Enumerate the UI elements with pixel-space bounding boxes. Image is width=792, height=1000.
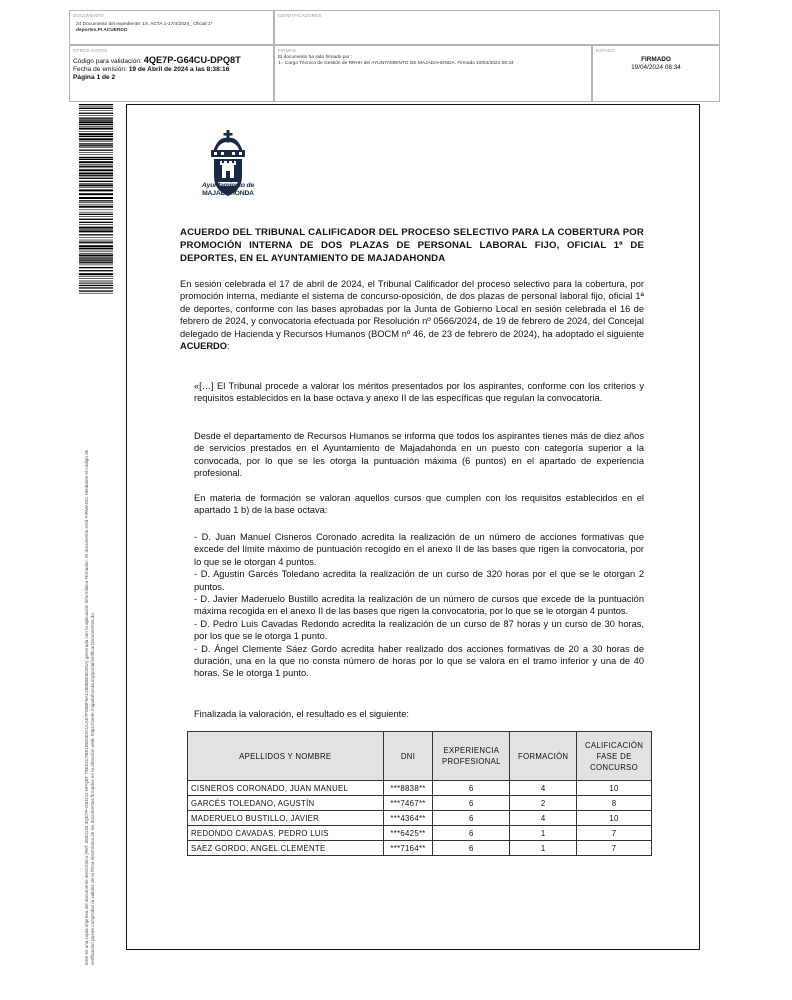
documento-label: DOCUMENTO	[73, 13, 104, 18]
documento-value	[73, 22, 270, 34]
fecha-emision-value: 19 de Abril de 2024 a las 8:38:16	[128, 66, 230, 74]
list-item: - D. Pedro Luis Cavadas Redondo acredita la realización de un curso de 87 horas y un curso de 30 horas, por los que se le otorga 1 punto.	[194, 618, 644, 642]
cell-dni: ***8838**	[383, 781, 433, 796]
side-verification-line1: Este es una copia impresa del documento electrónico (Ref: 3592133 4QE7P-G64CU-DPQ8T 79E51C7B51B0D3DA1CAE7F08BF8A1288B5E8CE5A) generada con la aplicación informática Firmadoc. El documento está FIRMADO. Mediante el código de	[84, 449, 89, 965]
identificadores-cell	[274, 10, 720, 45]
cell-formacion: 1	[510, 841, 577, 856]
estado-cell	[592, 45, 720, 102]
list-item: - D. Javier Maderuelo Bustillo acredita la realización de un número de cursos que excede de la puntuación máxima recogida en el anexo II de las bases que rigen la convocatoria, por lo que se le otorgan 4 puntos.	[194, 594, 644, 617]
intro-paragraph	[180, 278, 644, 352]
cell-formacion: 4	[510, 811, 577, 826]
paragraph-3: En materia de formación se valoran aquellos cursos que cumplen con los requisitos establecidos en el apartado 1 b) de la base octava:	[194, 493, 644, 516]
table-row	[188, 781, 652, 796]
cell-formacion: 1	[510, 826, 577, 841]
cell-dni: ***4364**	[383, 811, 433, 826]
cell-dni: ***7467**	[383, 796, 433, 811]
document-title: ACUERDO DEL TRIBUNAL CALIFICADOR DEL PROCESO SELECTIVO PARA LA COBERTURA POR PROMOCIÓN INTERNA DE DOS PLAZAS DE PERSONAL LABORAL FIJO, OFICIAL 1ª DE DEPORTES, EN EL AYUNTAMIENTO DE MAJADAHONDA	[180, 227, 644, 265]
csv-line	[73, 56, 270, 66]
logo-text-line2: MAJADAHONDA	[202, 190, 254, 197]
paragraph-1: «[…] El Tribunal procede a valorar los méritos presentados por los aspirantes, conforme con los criterios y requisitos establecidos en la base octava y anexo II de las específicas que regulan la convocatoria.	[194, 381, 644, 404]
list-item: - D. Juan Manuel Cisneros Coronado acredita la realización de un número de acciones formativas que excede del límite máximo de puntuación recogido en el anexo II de las bases que rigen la convocatoria, por lo que se le otorgan 4 puntos.	[194, 532, 644, 567]
estado-status: FIRMADO	[641, 56, 671, 63]
cell-dni: ***7164**	[383, 841, 433, 856]
cell-name: SAEZ GORDO, ANGEL CLEMENTE	[188, 841, 384, 856]
cell-experiencia: 6	[433, 796, 510, 811]
table-row	[188, 811, 652, 826]
table-header-row	[188, 732, 652, 781]
cell-name: REDONDO CAVADAS, PEDRO LUIS	[188, 826, 384, 841]
intro-acuerdo: ACUERDO	[180, 341, 228, 352]
table-row	[188, 826, 652, 841]
table-row	[188, 841, 652, 856]
otros-datos-cell	[69, 45, 274, 102]
cell-calificacion: 7	[577, 826, 652, 841]
otros-datos-label: OTROS DATOS	[73, 48, 108, 53]
csv-label: Código para validación:	[73, 58, 142, 65]
list-item: - D. Agustín Garcés Toledano acredita la realización de un curso de 320 horas por el que se le otorgan 2 puntos.	[194, 569, 644, 592]
cell-experiencia: 6	[433, 811, 510, 826]
header-formacion: FORMACIÓN	[510, 732, 577, 781]
csv-code: 4QE7P-G64CU-DPQ8T	[143, 55, 241, 65]
fecha-emision-line	[73, 66, 270, 74]
cell-calificacion: 8	[577, 796, 652, 811]
logo-text-line1: Ayuntamiento de	[201, 182, 255, 189]
header-apellidos: APELLIDOS Y NOMBRE	[188, 732, 384, 781]
cell-name: MADERUELO BUSTILLO, JAVIER	[188, 811, 384, 826]
estado-date: 19/04/2024 08:34	[631, 63, 681, 71]
cell-calificacion: 7	[577, 841, 652, 856]
cell-name: CISNEROS CORONADO, JUAN MANUEL	[188, 781, 384, 796]
intro-tail: :	[227, 341, 230, 352]
cell-formacion: 4	[510, 781, 577, 796]
firmas-line1: El documento ha sido firmado por :	[278, 55, 353, 60]
pagina-indicator: Página 1 de 2	[73, 74, 116, 82]
documento-cell	[69, 10, 274, 45]
estado-label: ESTADO	[596, 48, 616, 53]
identificadores-label: IDENTIFICADORES	[278, 13, 322, 18]
results-table	[187, 731, 652, 856]
fecha-emision-label: Fecha de emisión:	[73, 66, 127, 74]
documento-value-line1: 24 Documento del expediente: 18. ACTA 1-17/4/2024_ Oficial 1ª	[76, 22, 213, 27]
table-row	[188, 796, 652, 811]
firmas-line2: 1.- Cargo Técnico de Gestión de RRHH del AYUNTAMIENTO DE MAJADAHONDA. Firmado 19/04/2024 08:34	[278, 61, 514, 66]
cell-experiencia: 6	[433, 826, 510, 841]
cell-calificacion: 10	[577, 781, 652, 796]
cell-formacion: 2	[510, 796, 577, 811]
firmas-label: FIRMAS	[278, 48, 296, 53]
barcode-icon	[79, 104, 113, 294]
firmas-cell	[274, 45, 592, 102]
header-dni: DNI	[383, 732, 433, 781]
cell-experiencia: 6	[433, 841, 510, 856]
cell-dni: ***6425**	[383, 826, 433, 841]
header-experiencia: EXPERIENCIA PROFESIONAL	[433, 732, 510, 781]
cell-calificacion: 10	[577, 811, 652, 826]
intro-text: En sesión celebrada el 17 de abril de 2024, el Tribunal Calificador del proceso selectivo para la cobertura, por promoción interna, mediante el sistema de concurso-oposición, de dos plazas de personal laboral fijo, oficial 1ª de deportes, conforme con las bases aprobadas por la Junta de Gobierno Local en sesión celebrada el 16 de febrero de 2024, y convocatoria efectuada por Resolución nº 0566/2024, de 19 de febrero de 2024, del Concejal delegado de Hacienda y Recursos Humanos (BOCM nº 46, de 23 de febrero de 2024), ha adoptado el siguiente	[180, 279, 644, 339]
side-verification-line2: verificación puede comprobar la validez de la firma electrónica de los documentos firmados en la dirección web: https://sede.majadahonda.org/portal/verificarDocumentos.do	[90, 613, 95, 965]
documento-value-line2: deportes.PI ACUERDO	[76, 28, 128, 33]
list-item: - D. Ángel Clemente Sáez Gordo acredita haber realizado dos acciones formativas de 20 a 30 horas de duración, una en la que no consta número de horas por lo que se valora en el tramo inferior y una de 40 horas. Se le otorga 1 punto.	[194, 643, 644, 679]
cell-name: GARCÉS TOLEDANO, AGUSTÍN	[188, 796, 384, 811]
paragraph-2: Desde el departamento de Recursos Humanos se informa que todos los aspirantes tienes más de diez años de servicios prestados en el Ayuntamiento de Majadahonda en un puesto con categoría superior a la convocada, por lo que se les otorga la puntuación máxima (6 puntos) en el apartado de experiencia profesional.	[194, 431, 644, 479]
paragraph-4: Finalizada la valoración, el resultado es el siguiente:	[194, 709, 409, 719]
header-calificacion: CALIFICACIÓN FASE DE CONCURSO	[577, 732, 652, 781]
cell-experiencia: 6	[433, 781, 510, 796]
formation-list	[194, 531, 644, 680]
